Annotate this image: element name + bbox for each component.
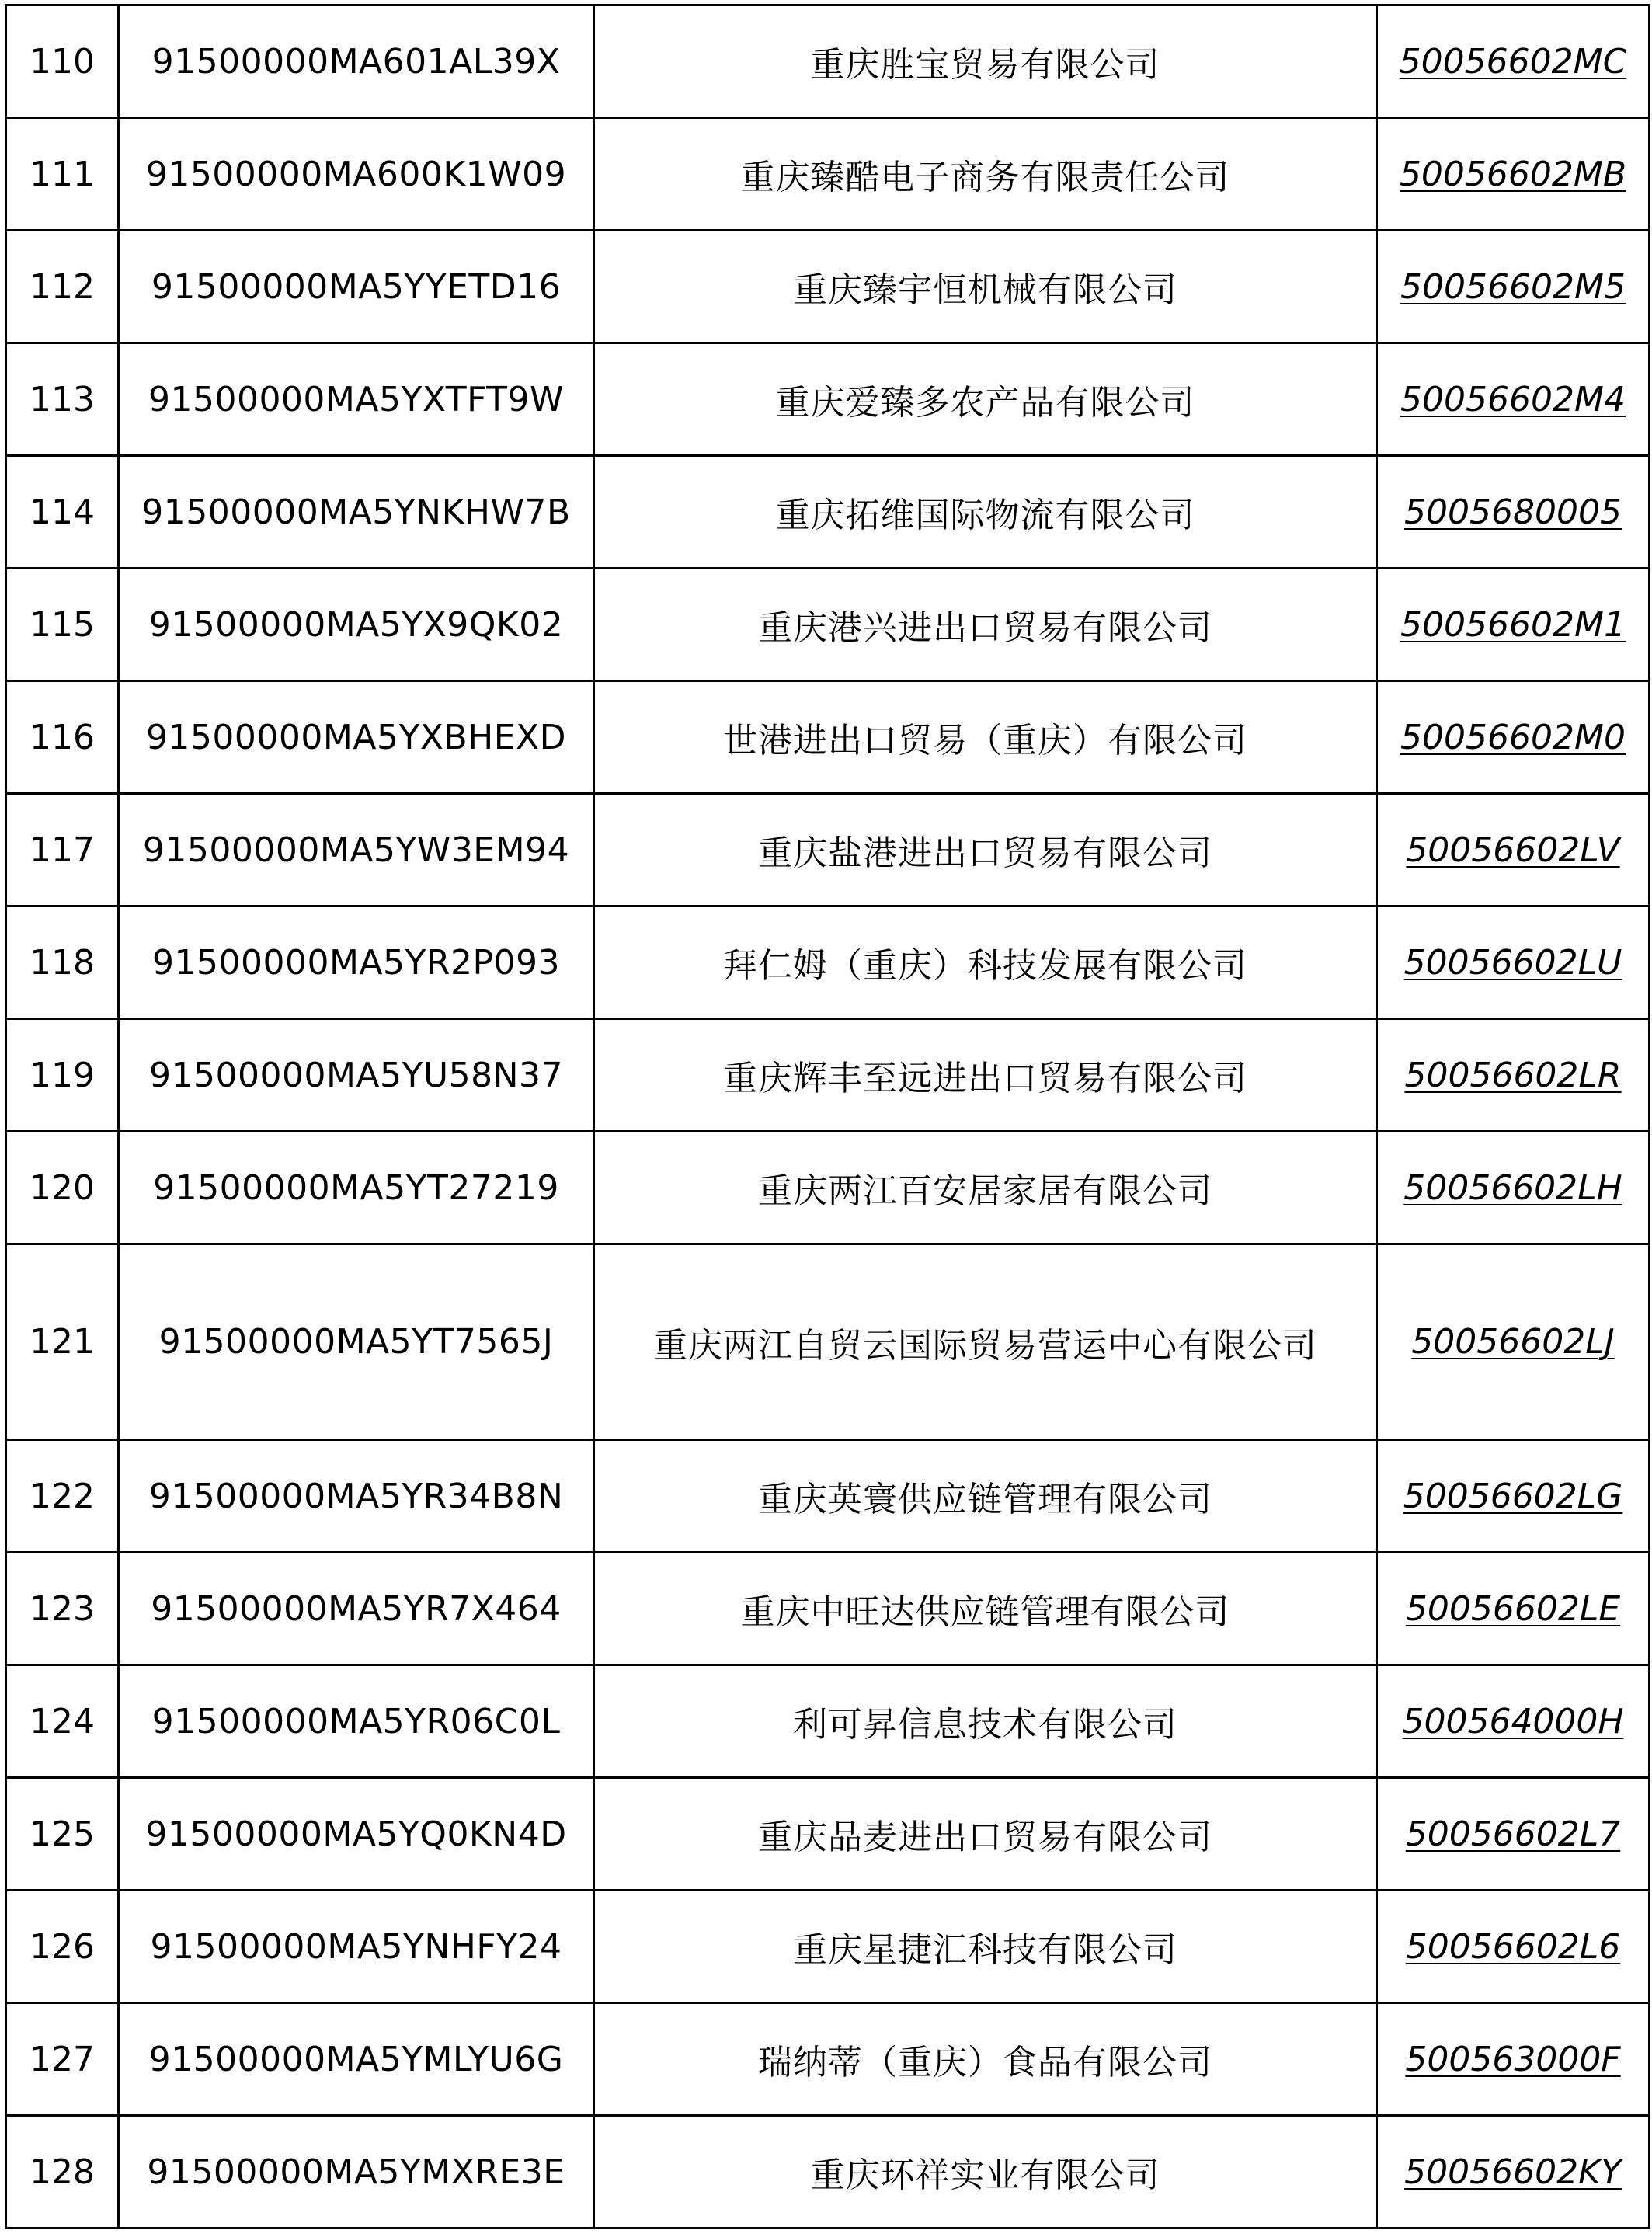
company-name: 利可昇信息技术有限公司 — [594, 1665, 1377, 1778]
company-name: 重庆环祥实业有限公司 — [594, 2116, 1377, 2228]
registration-code-link[interactable]: 50056602LH — [1403, 1167, 1622, 1208]
registration-code-cell — [1377, 1778, 1650, 1891]
row-number: 122 — [6, 1440, 119, 1553]
company-name: 瑞纳蒂（重庆）食品有限公司 — [594, 2003, 1377, 2116]
company-name: 世港进出口贸易（重庆）有限公司 — [594, 681, 1377, 794]
registration-code-link[interactable]: 50056602M1 — [1400, 604, 1626, 645]
registration-code-cell — [1377, 2116, 1650, 2228]
registration-code-cell — [1377, 1553, 1650, 1665]
row-number: 123 — [6, 1553, 119, 1665]
company-name: 重庆两江自贸云国际贸易营运中心有限公司 — [594, 1244, 1377, 1440]
table-row — [6, 2116, 1650, 2228]
company-name: 重庆英寰供应链管理有限公司 — [594, 1440, 1377, 1553]
table-row — [6, 1440, 1650, 1553]
row-number: 124 — [6, 1665, 119, 1778]
company-name: 重庆拓维国际物流有限公司 — [594, 456, 1377, 569]
registration-code-link[interactable]: 50056602M4 — [1400, 379, 1626, 419]
registration-code-link[interactable]: 50056602LE — [1405, 1588, 1621, 1629]
row-number: 128 — [6, 2116, 119, 2228]
company-table — [5, 4, 1650, 2229]
registration-code-link[interactable]: 500564000H — [1402, 1701, 1624, 1741]
row-number: 110 — [6, 5, 119, 118]
table-row — [6, 1665, 1650, 1778]
row-number: 112 — [6, 231, 119, 343]
registration-code-link[interactable]: 50056602LU — [1403, 942, 1622, 983]
registration-code-link[interactable]: 50056602LR — [1404, 1055, 1622, 1095]
table-row — [6, 1244, 1650, 1440]
registration-code-link[interactable]: 500563000F — [1405, 2039, 1621, 2079]
registration-code-cell — [1377, 1132, 1650, 1244]
credit-code: 91500000MA601AL39X — [119, 5, 594, 118]
row-number: 117 — [6, 794, 119, 906]
registration-code-cell — [1377, 231, 1650, 343]
row-number: 114 — [6, 456, 119, 569]
company-name: 重庆辉丰至远进出口贸易有限公司 — [594, 1019, 1377, 1132]
registration-code-cell — [1377, 794, 1650, 906]
registration-code-link[interactable]: 50056602L7 — [1405, 1814, 1621, 1854]
credit-code: 91500000MA5YX9QK02 — [119, 569, 594, 681]
company-name: 重庆爱臻多农产品有限公司 — [594, 343, 1377, 456]
registration-code-cell — [1377, 343, 1650, 456]
company-name: 重庆港兴进出口贸易有限公司 — [594, 569, 1377, 681]
table-row — [6, 681, 1650, 794]
credit-code: 91500000MA5YXTFT9W — [119, 343, 594, 456]
registration-code-cell — [1377, 1019, 1650, 1132]
row-number: 113 — [6, 343, 119, 456]
row-number: 126 — [6, 1891, 119, 2003]
registration-code-link[interactable]: 50056602LJ — [1411, 1322, 1615, 1362]
table-row — [6, 231, 1650, 343]
registration-code-cell — [1377, 1891, 1650, 2003]
credit-code: 91500000MA5YR2P093 — [119, 906, 594, 1019]
credit-code: 91500000MA5YMLYU6G — [119, 2003, 594, 2116]
table-row — [6, 1132, 1650, 1244]
registration-code-cell — [1377, 456, 1650, 569]
registration-code-cell — [1377, 2003, 1650, 2116]
registration-code-link[interactable]: 50056602LV — [1406, 830, 1620, 870]
registration-code-cell — [1377, 681, 1650, 794]
credit-code: 91500000MA5YU58N37 — [119, 1019, 594, 1132]
credit-code: 91500000MA600K1W09 — [119, 118, 594, 231]
row-number: 111 — [6, 118, 119, 231]
row-number: 115 — [6, 569, 119, 681]
row-number: 119 — [6, 1019, 119, 1132]
registration-code-link[interactable]: 50056602LG — [1403, 1476, 1623, 1516]
registration-code-cell — [1377, 906, 1650, 1019]
company-name: 重庆品麦进出口贸易有限公司 — [594, 1778, 1377, 1891]
company-name: 拜仁姆（重庆）科技发展有限公司 — [594, 906, 1377, 1019]
credit-code: 91500000MA5YYETD16 — [119, 231, 594, 343]
company-name: 重庆臻宇恒机械有限公司 — [594, 231, 1377, 343]
row-number: 120 — [6, 1132, 119, 1244]
credit-code: 91500000MA5YR7X464 — [119, 1553, 594, 1665]
table-row — [6, 1891, 1650, 2003]
credit-code: 91500000MA5YT27219 — [119, 1132, 594, 1244]
credit-code: 91500000MA5YR34B8N — [119, 1440, 594, 1553]
credit-code: 91500000MA5YW3EM94 — [119, 794, 594, 906]
company-name: 重庆中旺达供应链管理有限公司 — [594, 1553, 1377, 1665]
row-number: 118 — [6, 906, 119, 1019]
table-row — [6, 456, 1650, 569]
registration-code-cell — [1377, 118, 1650, 231]
table-row — [6, 794, 1650, 906]
registration-code-link[interactable]: 50056602L6 — [1405, 1926, 1621, 1967]
registration-code-link[interactable]: 50056602MB — [1399, 154, 1627, 194]
registration-code-link[interactable]: 50056602M5 — [1400, 266, 1626, 307]
registration-code-cell — [1377, 1440, 1650, 1553]
company-name: 重庆星捷汇科技有限公司 — [594, 1891, 1377, 2003]
table-row — [6, 5, 1650, 118]
registration-code-cell — [1377, 1665, 1650, 1778]
registration-code-cell — [1377, 5, 1650, 118]
registration-code-cell — [1377, 569, 1650, 681]
registration-code-link[interactable]: 5005680005 — [1404, 492, 1622, 532]
table-row — [6, 1778, 1650, 1891]
table-row — [6, 1553, 1650, 1665]
row-number: 121 — [6, 1244, 119, 1440]
registration-code-cell — [1377, 1244, 1650, 1440]
credit-code: 91500000MA5YT7565J — [119, 1244, 594, 1440]
company-name: 重庆臻酷电子商务有限责任公司 — [594, 118, 1377, 231]
table-row — [6, 569, 1650, 681]
table-row — [6, 2003, 1650, 2116]
credit-code: 91500000MA5YQ0KN4D — [119, 1778, 594, 1891]
company-name: 重庆两江百安居家居有限公司 — [594, 1132, 1377, 1244]
registration-code-link[interactable]: 50056602MC — [1399, 41, 1627, 82]
registration-code-link[interactable]: 50056602M0 — [1400, 717, 1626, 757]
registration-code-link[interactable]: 50056602KY — [1404, 2152, 1622, 2192]
table-row — [6, 118, 1650, 231]
table-row — [6, 906, 1650, 1019]
credit-code: 91500000MA5YR06C0L — [119, 1665, 594, 1778]
credit-code: 91500000MA5YXBHEXD — [119, 681, 594, 794]
table-row — [6, 343, 1650, 456]
credit-code: 91500000MA5YNKHW7B — [119, 456, 594, 569]
row-number: 127 — [6, 2003, 119, 2116]
company-name: 重庆盐港进出口贸易有限公司 — [594, 794, 1377, 906]
company-name: 重庆胜宝贸易有限公司 — [594, 5, 1377, 118]
table-row — [6, 1019, 1650, 1132]
credit-code: 91500000MA5YNHFY24 — [119, 1891, 594, 2003]
row-number: 116 — [6, 681, 119, 794]
row-number: 125 — [6, 1778, 119, 1891]
credit-code: 91500000MA5YMXRE3E — [119, 2116, 594, 2228]
